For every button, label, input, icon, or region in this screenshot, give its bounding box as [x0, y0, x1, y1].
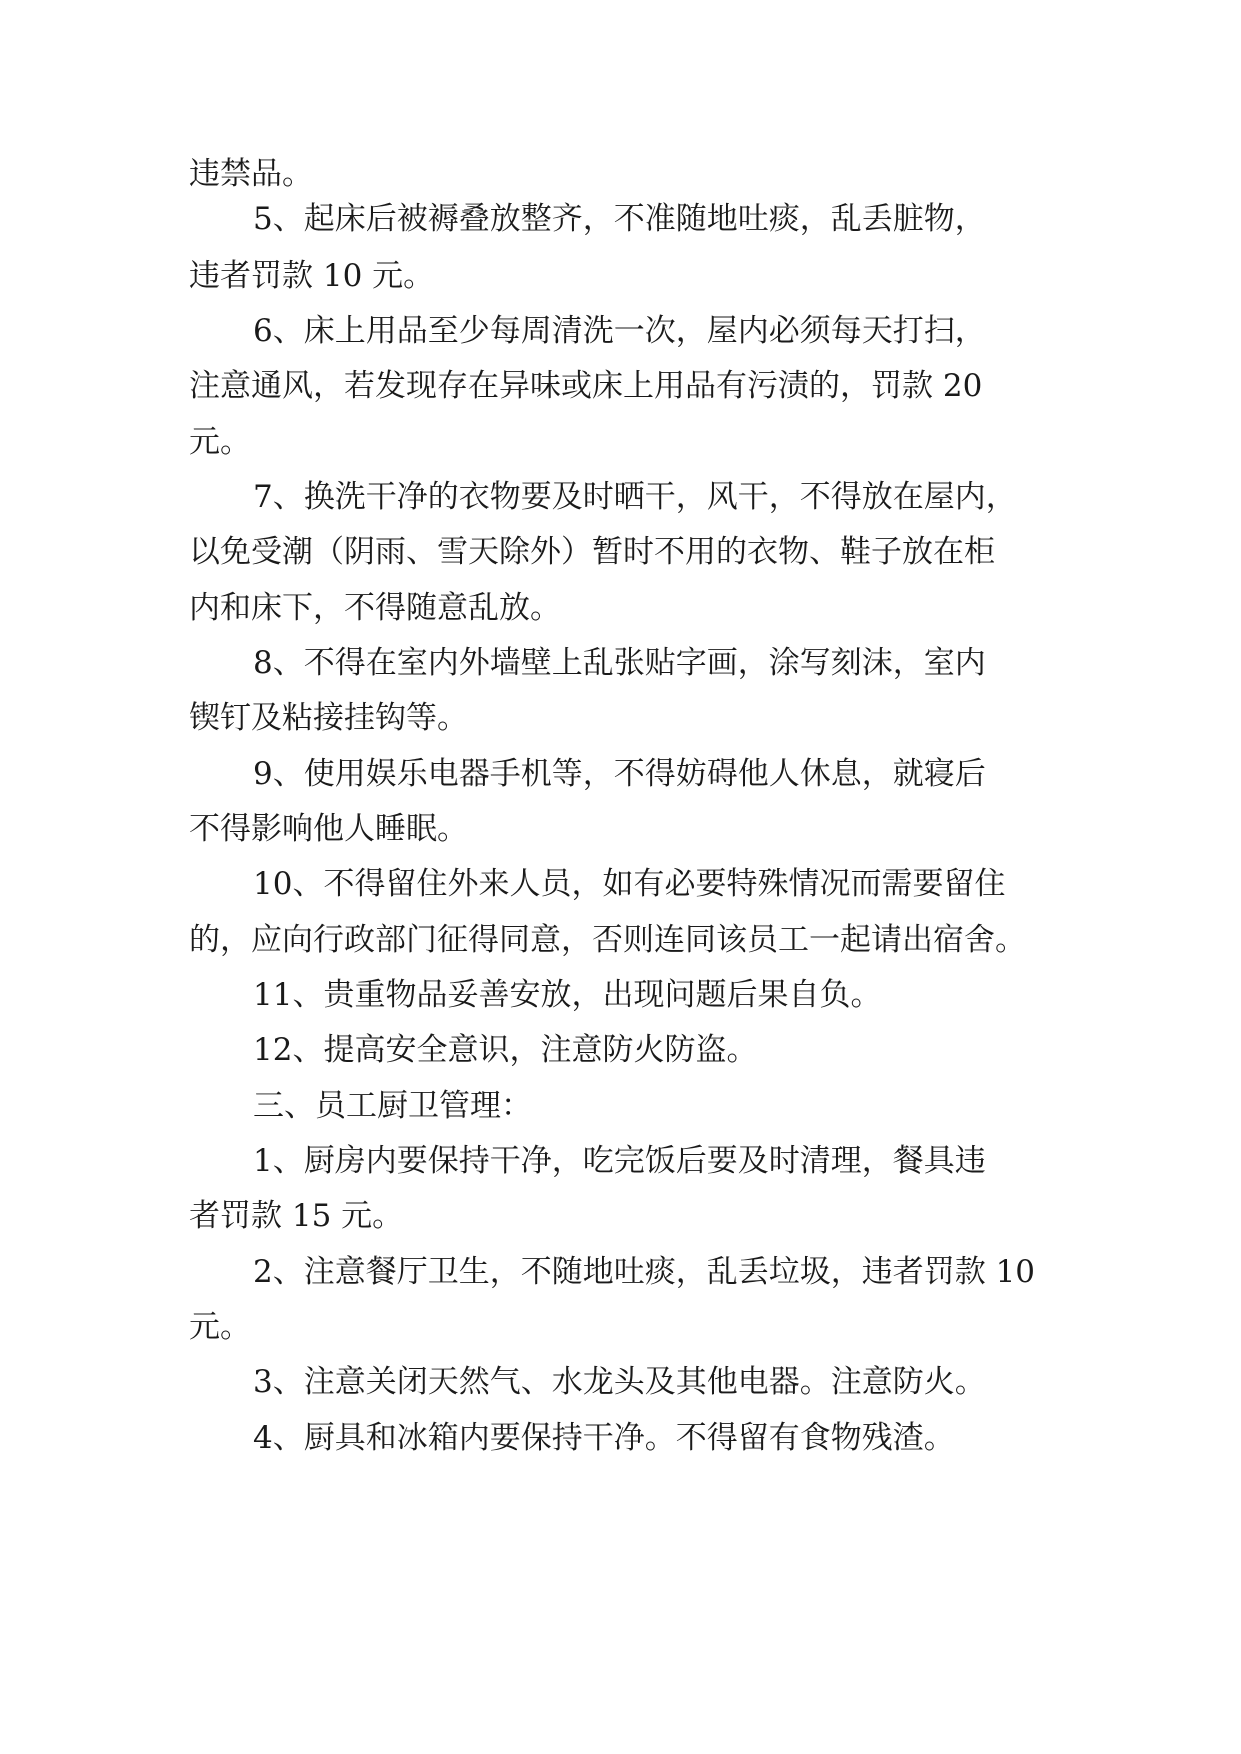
text-line: 注意通风，若发现存在异味或床上用品有污渍的，罚款 20	[189, 368, 983, 404]
text-line: 者罚款 15 元。	[189, 1198, 404, 1234]
text-line: 违者罚款 10 元。	[189, 258, 435, 294]
text-line: 12、提高安全意识，注意防火防盗。	[253, 1032, 758, 1068]
section-heading: 三、员工厨卫管理：	[253, 1088, 532, 1124]
text-line: 2、注意餐厅卫生，不随地吐痰，乱丢垃圾，违者罚款 10	[253, 1254, 1036, 1290]
text-line: 9、使用娱乐电器手机等，不得妨碍他人休息，就寝后	[253, 756, 986, 792]
text-line: 锲钉及粘接挂钩等。	[189, 700, 468, 736]
text-line: 10、不得留住外来人员，如有必要特殊情况而需要留住	[253, 866, 1006, 902]
text-line: 元。	[189, 1309, 251, 1345]
text-line: 的，应向行政部门征得同意，否则连同该员工一起请出宿舍。	[189, 922, 1026, 958]
text-line: 8、不得在室内外墙壁上乱张贴字画，涂写刻沫，室内	[253, 645, 986, 681]
text-line: 违禁品。	[189, 156, 313, 192]
text-line: 元。	[189, 424, 251, 460]
text-line: 7、换洗干净的衣物要及时晒干，风干，不得放在屋内，	[253, 479, 1017, 515]
text-line: 3、注意关闭天然气、水龙头及其他电器。注意防火。	[253, 1364, 986, 1400]
text-line: 11、贵重物品妥善安放，出现问题后果自负。	[253, 977, 882, 1013]
text-line: 1、厨房内要保持干净，吃完饭后要及时清理，餐具违	[253, 1143, 986, 1179]
text-line: 4、厨具和冰箱内要保持干净。不得留有食物残渣。	[253, 1420, 955, 1456]
text-line: 6、床上用品至少每周清洗一次，屋内必须每天打扫，	[253, 313, 986, 349]
text-line: 内和床下，不得随意乱放。	[189, 590, 561, 626]
text-line: 不得影响他人睡眠。	[189, 811, 468, 847]
text-line: 5、起床后被褥叠放整齐，不准随地吐痰，乱丢脏物，	[253, 201, 986, 237]
text-line: 以免受潮（阴雨、雪天除外）暂时不用的衣物、鞋子放在柜	[189, 534, 995, 570]
